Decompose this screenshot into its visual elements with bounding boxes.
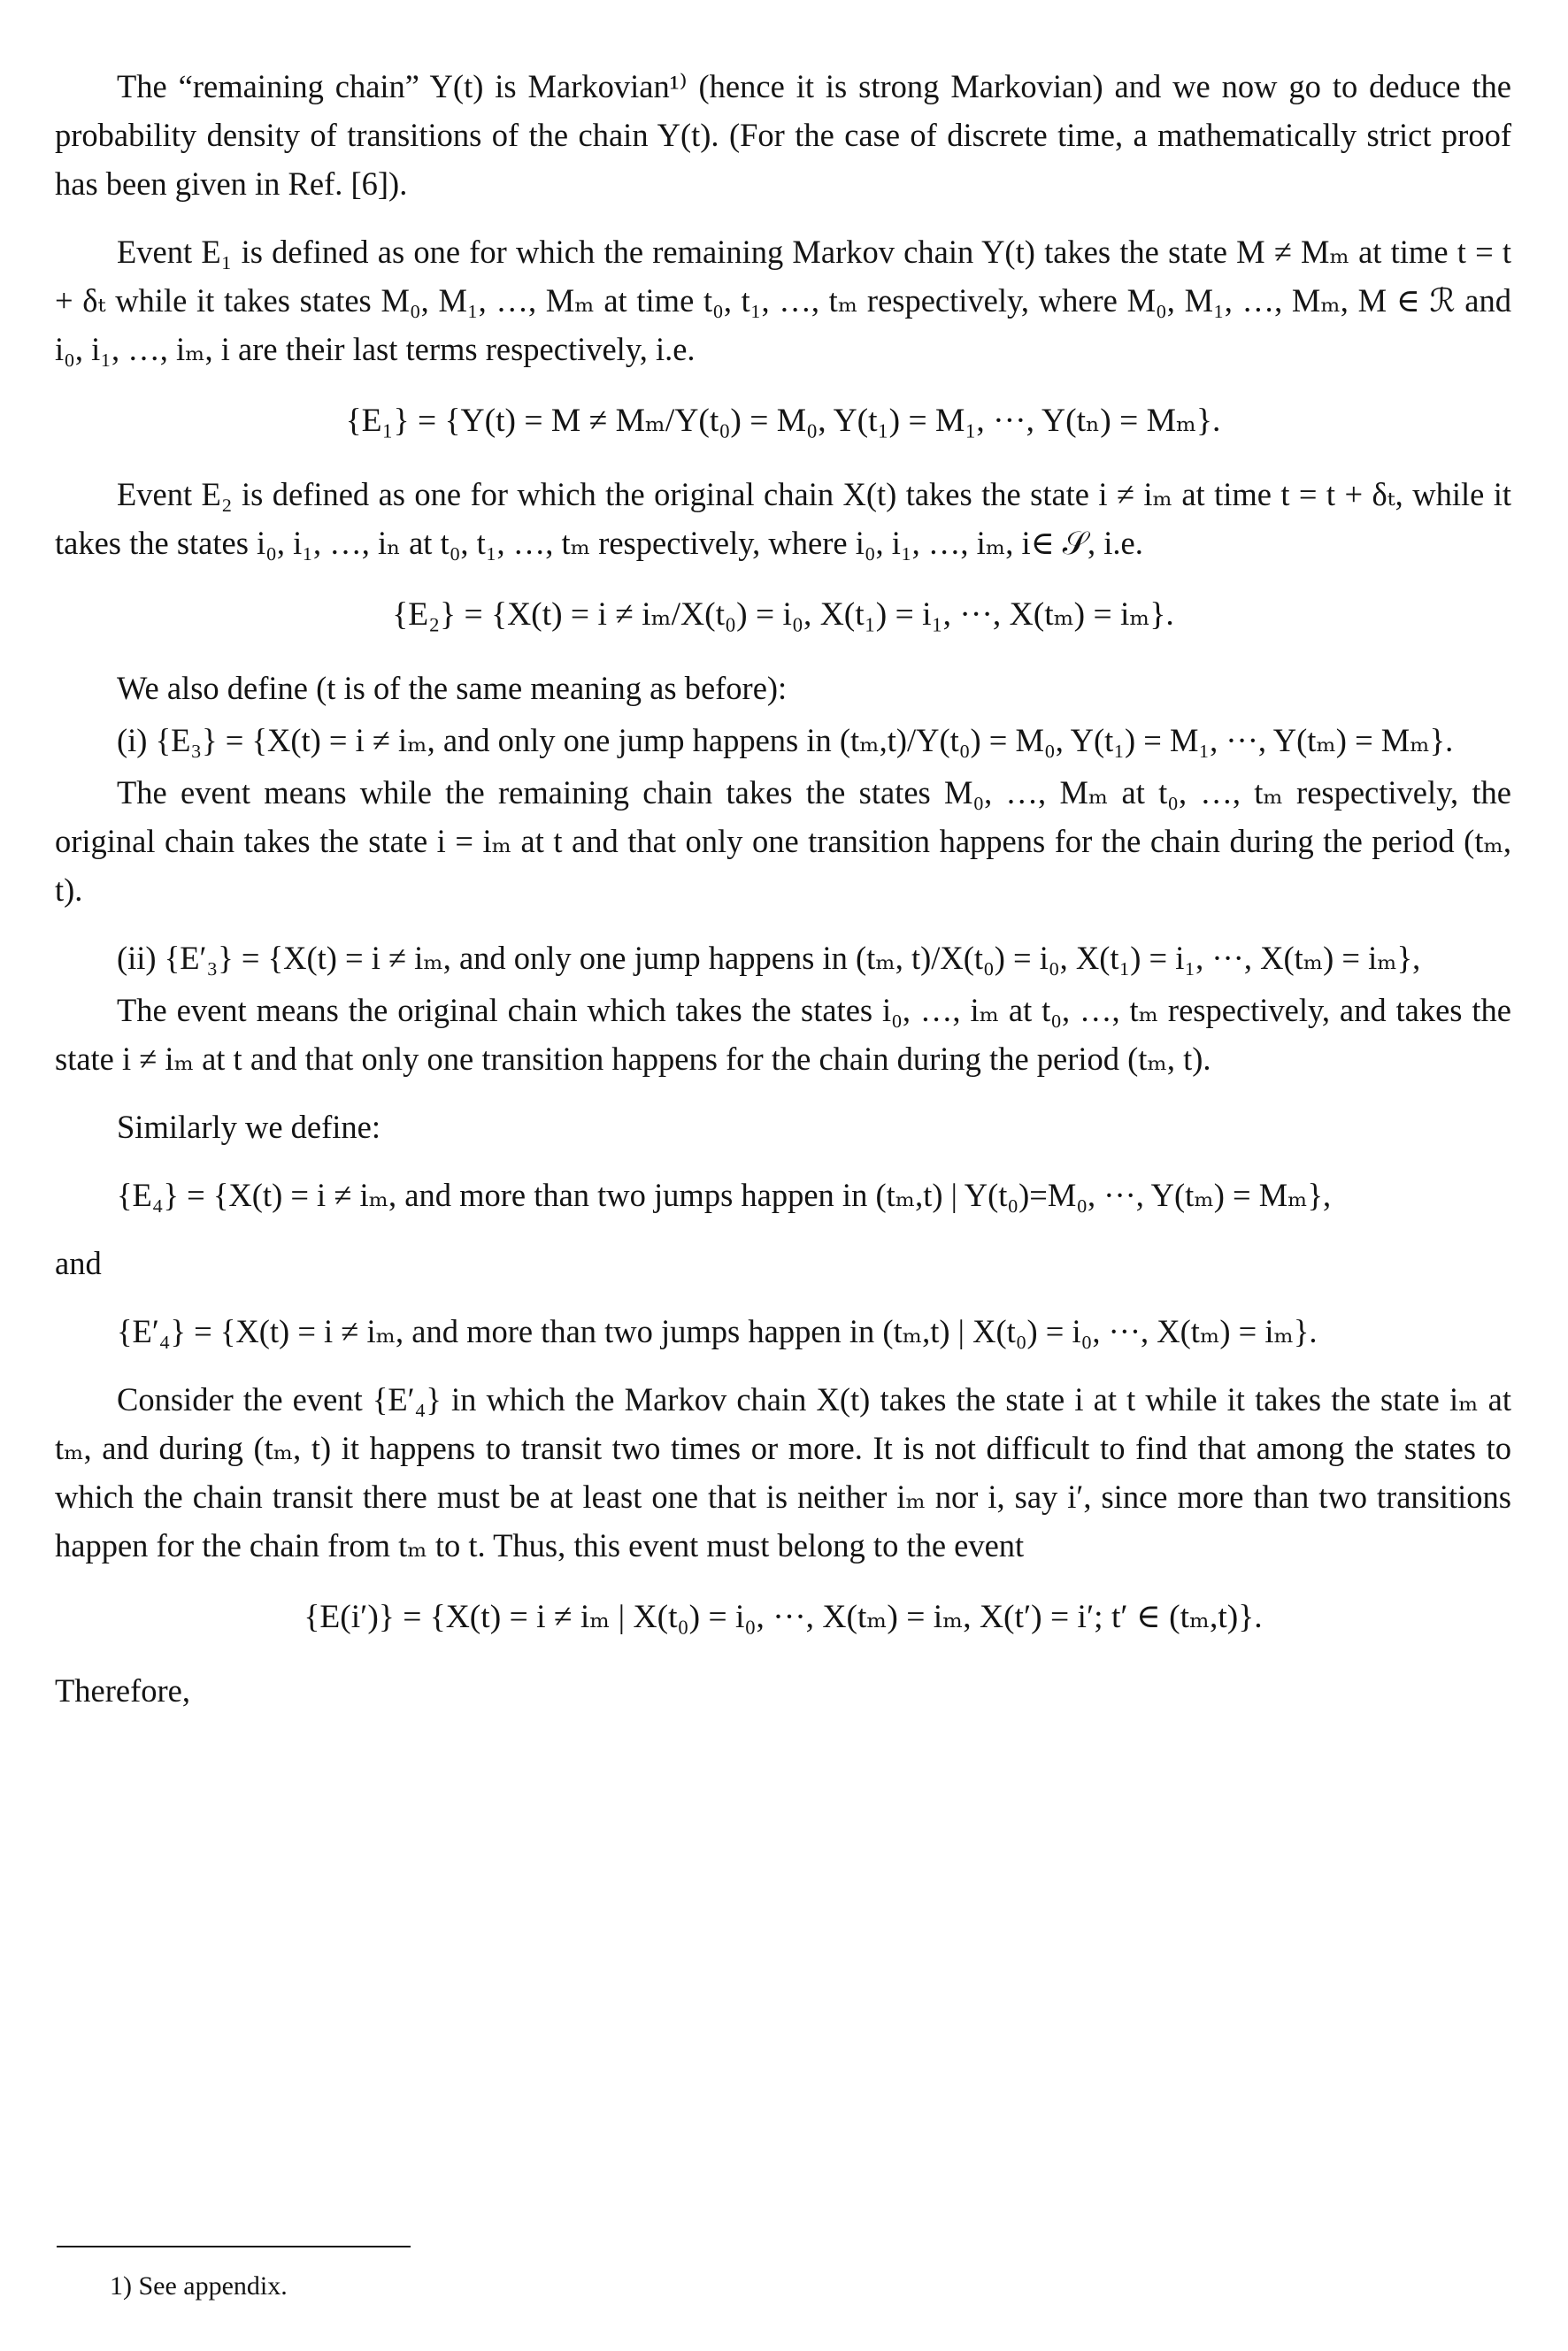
paragraph-also-define: We also define (t is of the same meaning as before): [117, 670, 788, 706]
equation-e3-prime: (ii) {E′₃} = {X(t) = i ≠ iₘ, and only one jump happens in (tₘ, t)/X(t₀) = i₀, X(t₁) = i₁, ···, X(tₘ) = iₘ}, [117, 940, 1421, 976]
paragraph-event-e2-definition: Event E₂ is defined as one for which the original chain X(t) takes the state i ≠ iₘ at time t = t + δₜ, while it takes the states i₀, i₁, …, iₙ at t₀, t₁, …, tₘ respectively, where i₀, i₁, …, iₘ, i∈ 𝒮, i.e. [55, 476, 1511, 561]
equation-e3: (i) {E₃} = {X(t) = i ≠ iₘ, and only one jump happens in (tₘ,t)/Y(t₀) = M₀, Y(t₁) = M₁, ···, Y(tₘ) = Mₘ}. [117, 722, 1454, 758]
equation-e-i-prime: {E(i′)} = {X(t) = i ≠ iₘ | X(t₀) = i₀, ···, X(tₘ) = iₘ, X(t′) = i′; t′ ∈ (tₘ,t)}. [304, 1599, 1263, 1635]
paragraph-therefore: Therefore, [55, 1672, 190, 1709]
paragraph-e3-meaning: The event means while the remaining chain takes the states M₀, …, Mₘ at t₀, …, tₘ respectively, the original chain takes the state i = iₘ at t and that only one transition happens for the chain during the period (tₘ, t). [55, 774, 1511, 908]
paragraph-e3-prime-meaning: The event means the original chain which takes the states i₀, …, iₘ at t₀, …, tₘ respectively, and takes the state i ≠ iₘ at t and that only one transition happens for the chain during the period (tₘ, t). [55, 992, 1511, 1077]
paragraph-event-e1-definition: Event E₁ is defined as one for which the remaining Markov chain Y(t) takes the state M ≠ Mₘ at time t = t + δₜ while it takes states M₀, M₁, …, Mₘ at time t₀, t₁, …, tₘ respectively, where M₀, M₁, …, Mₘ, M ∈ ℛ and i₀, i₁, …, iₘ, i are their last terms respectively, i.e. [55, 234, 1511, 367]
footnote-appendix: 1) See appendix. [110, 2271, 288, 2301]
paragraph-remaining-chain-markovian: The “remaining chain” Y(t) is Markovian¹⁾ (hence it is strong Markovian) and we now go to deduce the probability density of transitions of the chain Y(t). (For the case of discrete time, a mathematically strict proof has been given in Ref. [6]). [55, 68, 1511, 202]
paragraph-similarly-define: Similarly we define: [117, 1109, 381, 1145]
equation-e1: {E₁} = {Y(t) = M ≠ Mₘ/Y(t₀) = M₀, Y(t₁) = M₁, ···, Y(tₙ) = Mₘ}. [345, 403, 1221, 439]
paragraph-and: and [55, 1245, 102, 1281]
equation-e4-prime: {E′₄} = {X(t) = i ≠ iₘ, and more than two jumps happen in (tₘ,t) | X(t₀) = i₀, ···, X(tₘ) = iₘ}. [117, 1313, 1318, 1349]
footnote-divider [57, 2246, 411, 2247]
paragraph-consider-event: Consider the event {E′₄} in which the Markov chain X(t) takes the state i at t while it takes the state iₘ at tₘ, and during (tₘ, t) it happens to transit two times or more. It is not difficult to find that among the states to which the chain transit there must be at least one that is neither iₘ nor i, say i′, since more than two transitions happen for the chain from tₘ to t. Thus, this event must belong to the event [55, 1381, 1511, 1563]
equation-e2: {E₂} = {X(t) = i ≠ iₘ/X(t₀) = i₀, X(t₁) = i₁, ···, X(tₘ) = iₘ}. [392, 596, 1174, 633]
equation-e4: {E₄} = {X(t) = i ≠ iₘ, and more than two jumps happen in (tₘ,t) | Y(t₀)=M₀, ···, Y(tₘ) = Mₘ}, [117, 1177, 1332, 1213]
